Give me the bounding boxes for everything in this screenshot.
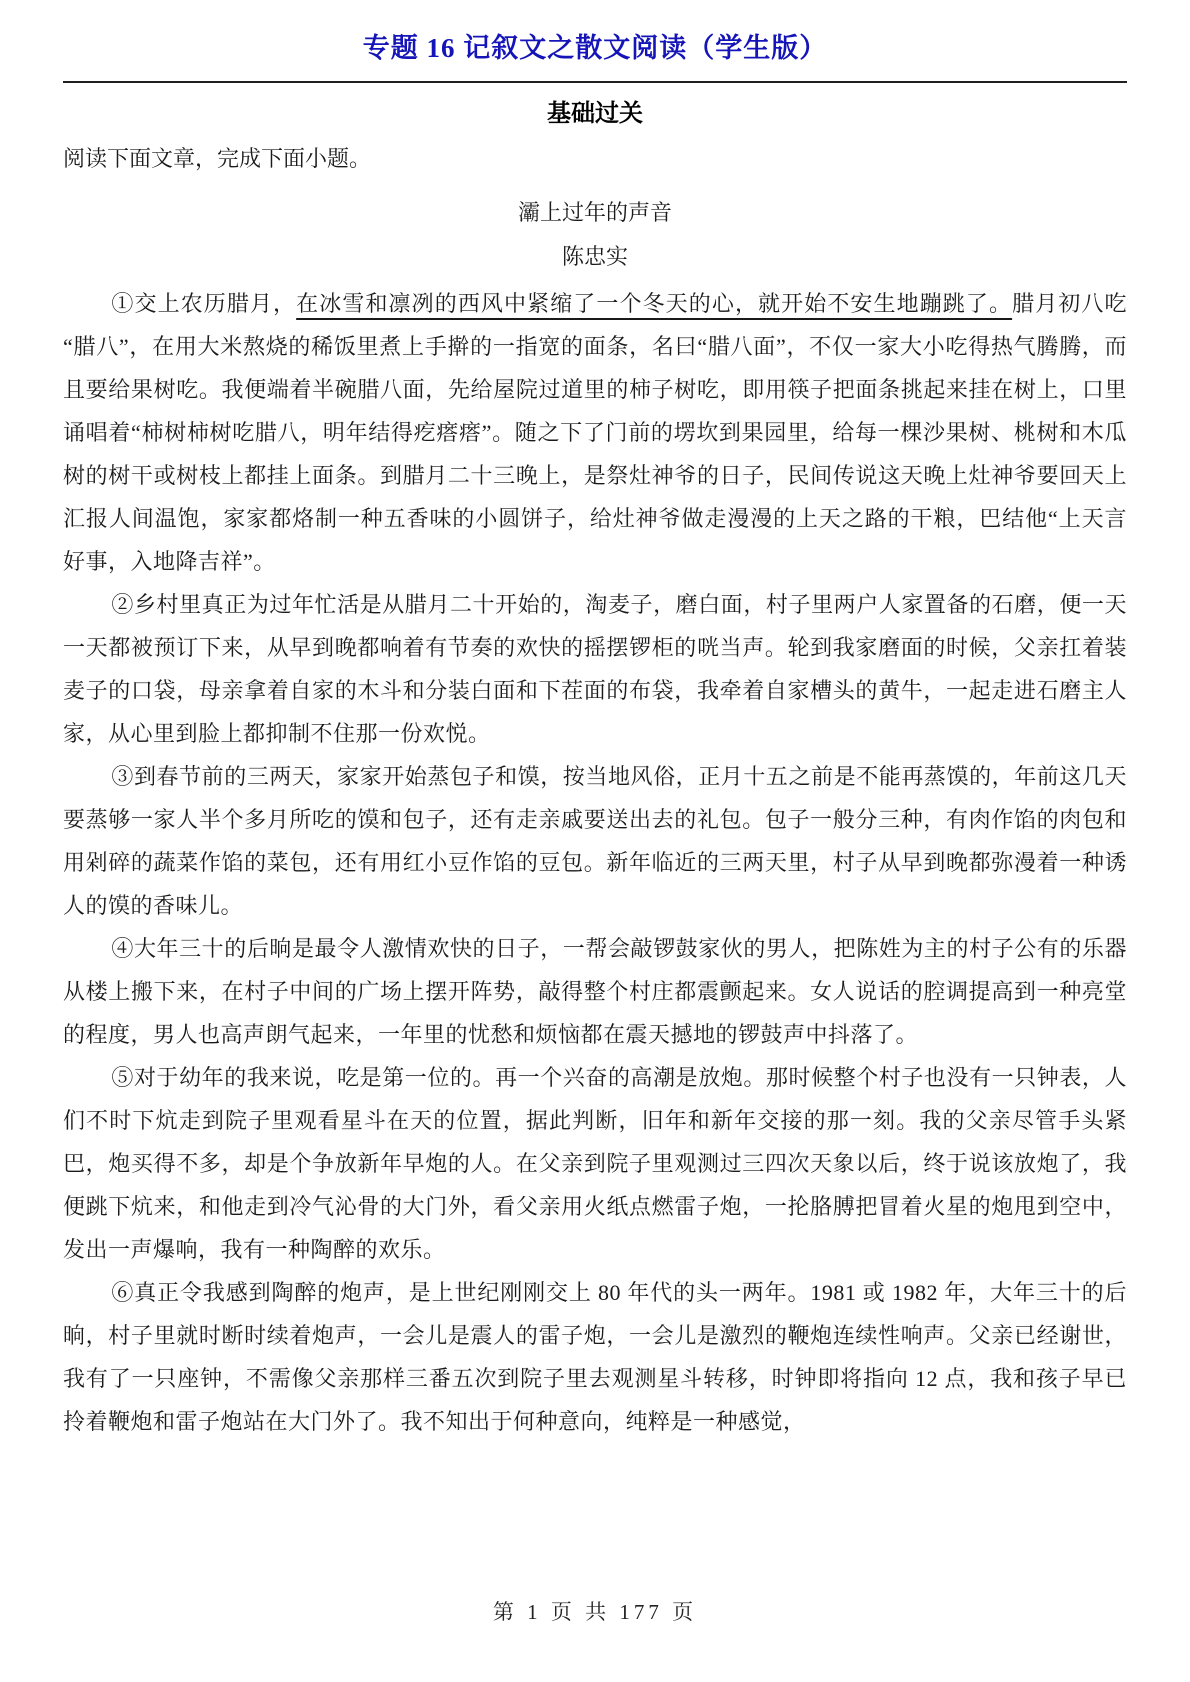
page-number-footer: 第 1 页 共 177 页	[492, 1600, 698, 1624]
header-divider	[63, 81, 1127, 83]
paragraph-5: ⑤对于幼年的我来说，吃是第一位的。再一个兴奋的高潮是放炮。那时候整个村子也没有一只钟表，人们不时下炕走到院子里观看星斗在天的位置，据此判断，旧年和新年交接的那一刻。我的父亲尽管手头紧巴，炮买得不多，却是个争放新年早炮的人。在父亲到院子里观测过三四次天象以后，终于说该放炮了，我便跳下炕来，和他走到冷气沁骨的大门外，看父亲用火纸点燃雷子炮，一抡胳膊把冒着火星的炮甩到空中，发出一声爆响，我有一种陶醉的欢乐。	[63, 1065, 1127, 1262]
article-body	[63, 282, 1127, 1443]
paragraph-1-rest: 腊月初八吃“腊八”，在用大米熬烧的稀饭里煮上手擀的一指宽的面条，名曰“腊八面”，不仅一家大小吃得热气腾腾，而且要给果树吃。我便端着半碗腊八面，先给屋院过道里的柿子树吃，即用筷子把面条挑起来挂在树上，口里诵唱着“柿树柿树吃腊八，明年结得疙瘩瘩”。随之下了门前的塄坎到果园里，给每一棵沙果树、桃树和木瓜树的树干或树枝上都挂上面条。到腊月二十三晚上，是祭灶神爷的日子，民间传说这天晚上灶神爷要回天上汇报人间温饱，家家都烙制一种五香味的小圆饼子，给灶神爷做走漫漫的上天之路的干粮，巴结他“上天言好事，入地降吉祥”。	[63, 291, 1127, 574]
paragraph-1	[63, 282, 1127, 583]
paragraph-2: ②乡村里真正为过年忙活是从腊月二十开始的，淘麦子，磨白面，村子里两户人家置备的石磨，便一天一天都被预订下来，从早到晚都响着有节奏的欢快的摇摆锣柜的咣当声。轮到我家磨面的时候，父亲扛着装麦子的口袋，母亲拿着自家的木斗和分装白面和下茬面的布袋，我牵着自家槽头的黄牛，一起走进石磨主人家，从心里到脸上都抑制不住那一份欢悦。	[63, 592, 1127, 746]
instruction-text: 阅读下面文章，完成下面小题。	[63, 146, 372, 171]
paragraph-1-underlined-segment: 在冰雪和凛冽的西风中紧缩了一个冬天的心，就开始不安生地蹦跳了。	[296, 291, 1013, 316]
paragraph-1-prefix: ①交上农历腊月，	[111, 291, 297, 316]
doc-title: 专题 16 记叙文之散文阅读（学生版）	[362, 33, 828, 63]
paragraph-4: ④大年三十的后晌是最令人激情欢快的日子，一帮会敲锣鼓家伙的男人，把陈姓为主的村子公有的乐器从楼上搬下来，在村子中间的广场上摆开阵势，敲得整个村庄都震颤起来。女人说话的腔调提高到一种亮堂的程度，男人也高声朗气起来，一年里的忧愁和烦恼都在震天撼地的锣鼓声中抖落了。	[63, 936, 1127, 1047]
article-title: 灞上过年的声音	[517, 200, 672, 225]
section-title: 基础过关	[547, 101, 643, 127]
paragraph-3: ③到春节前的三两天，家家开始蒸包子和馍，按当地风俗，正月十五之前是不能再蒸馍的，年前这几天要蒸够一家人半个多月所吃的馍和包子，还有走亲戚要送出去的礼包。包子一般分三种，有肉作馅的肉包和用剁碎的蔬菜作馅的菜包，还有用红小豆作馅的豆包。新年临近的三两天里，村子从早到晚都弥漫着一种诱人的馍的香味儿。	[63, 764, 1127, 918]
paragraph-6: ⑥真正令我感到陶醉的炮声，是上世纪刚刚交上 80 年代的头一两年。1981 或 1982 年，大年三十的后晌，村子里就时断时续着炮声，一会儿是震人的雷子炮，一会儿是激烈的鞭炮连续性响声。父亲已经谢世，我有了一只座钟，不需像父亲那样三番五次到院子里去观测星斗转移，时钟即将指向 12 点，我和孩子早已拎着鞭炮和雷子炮站在大门外了。我不知出于何种意向，纯粹是一种感觉，	[63, 1280, 1127, 1434]
article-author: 陈忠实	[561, 244, 628, 269]
